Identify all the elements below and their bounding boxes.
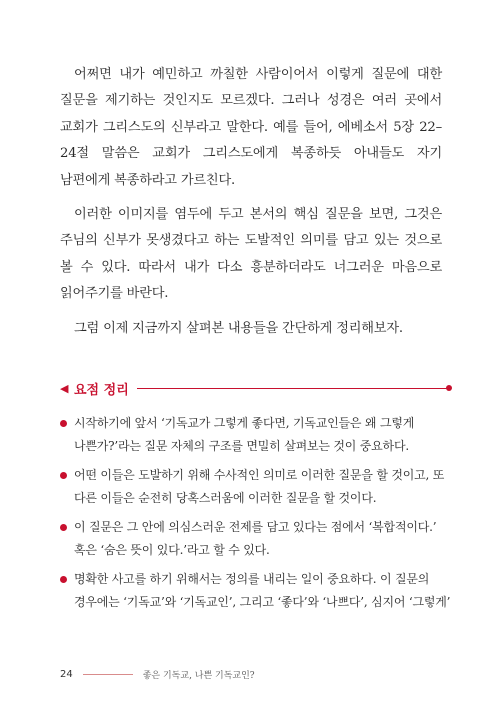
list-item-text: 시작하기에 앞서 ‘기독교가 그렇게 좋다면, 기독교인들은 왜 그렇게 나쁜가?’라는 질문 자체의 구조를 면밀히 살펴보는 것이 중요하다. <box>74 416 415 453</box>
paragraph: 어쩌면 내가 예민하고 까칠한 사람이어서 이렇게 질문에 대한 질문을 제기하는 것인지도 모르겠다. 그러나 성경은 여러 곳에서 교회가 그리스도의 신부라고 말한다. 예를 들어, 에베소서 5장 22–24절 말씀은 교회가 그리스도에게 복종하듯 아내들도 자기 남편에게 복종하라고 가르친다. <box>60 67 442 188</box>
key-points-box <box>60 378 452 620</box>
paragraph: 이러한 이미지를 염두에 두고 본서의 핵심 질문을 보면, 그것은 주님의 신부가 못생겼다고 하는 도발적인 의미를 담고 있는 것으로 볼 수 있다. 따라서 내가 다소 흥분하더라도 너그러운 마음으로 읽어주기를 바란다. <box>60 207 442 302</box>
list-item <box>60 412 452 458</box>
list-item <box>60 516 452 562</box>
header-rule <box>137 388 447 389</box>
key-points-header <box>60 378 452 398</box>
list-item-text: 이 질문은 그 안에 의심스러운 전제를 담고 있다는 점에서 ‘복합적이다.’ 혹은 ‘숨은 뜻이 있다.’라고 할 수 있다. <box>74 520 437 557</box>
body-text <box>60 62 442 350</box>
list-item-text: 어떤 이들은 도발하기 위해 수사적인 의미로 이러한 질문을 할 것이고, 또 다른 이들은 순전히 당혹스러움에 이러한 질문을 할 것이다. <box>74 468 445 505</box>
key-points-title: 요점 정리 <box>74 382 129 398</box>
list-item <box>60 464 452 510</box>
list-item <box>60 568 452 614</box>
paragraph: 그럼 이제 지금까지 살펴본 내용들을 간단하게 정리해보자. <box>74 320 403 336</box>
bullet-dot-icon <box>60 524 67 531</box>
rule-end-dot-icon <box>446 385 452 391</box>
list-item-text: 명확한 사고를 하기 위해서는 정의를 내리는 일이 중요하다. 이 질문의 경우에는 ‘기독교’와 ‘기독교인’, 그리고 ‘좋다’와 ‘나쁘다’, 심지어 ‘그렇게’ <box>74 572 451 609</box>
key-points-list <box>60 412 452 614</box>
page-number: 24 <box>60 669 73 680</box>
running-title: 좋은 기독교, 나쁜 기독교인? <box>142 671 255 681</box>
page-footer <box>60 668 255 681</box>
bullet-dot-icon <box>60 420 67 427</box>
bullet-dot-icon <box>60 472 67 479</box>
footer-rule <box>83 674 133 675</box>
bullet-dot-icon <box>60 576 67 583</box>
arrow-left-icon: ◀ <box>60 381 69 395</box>
